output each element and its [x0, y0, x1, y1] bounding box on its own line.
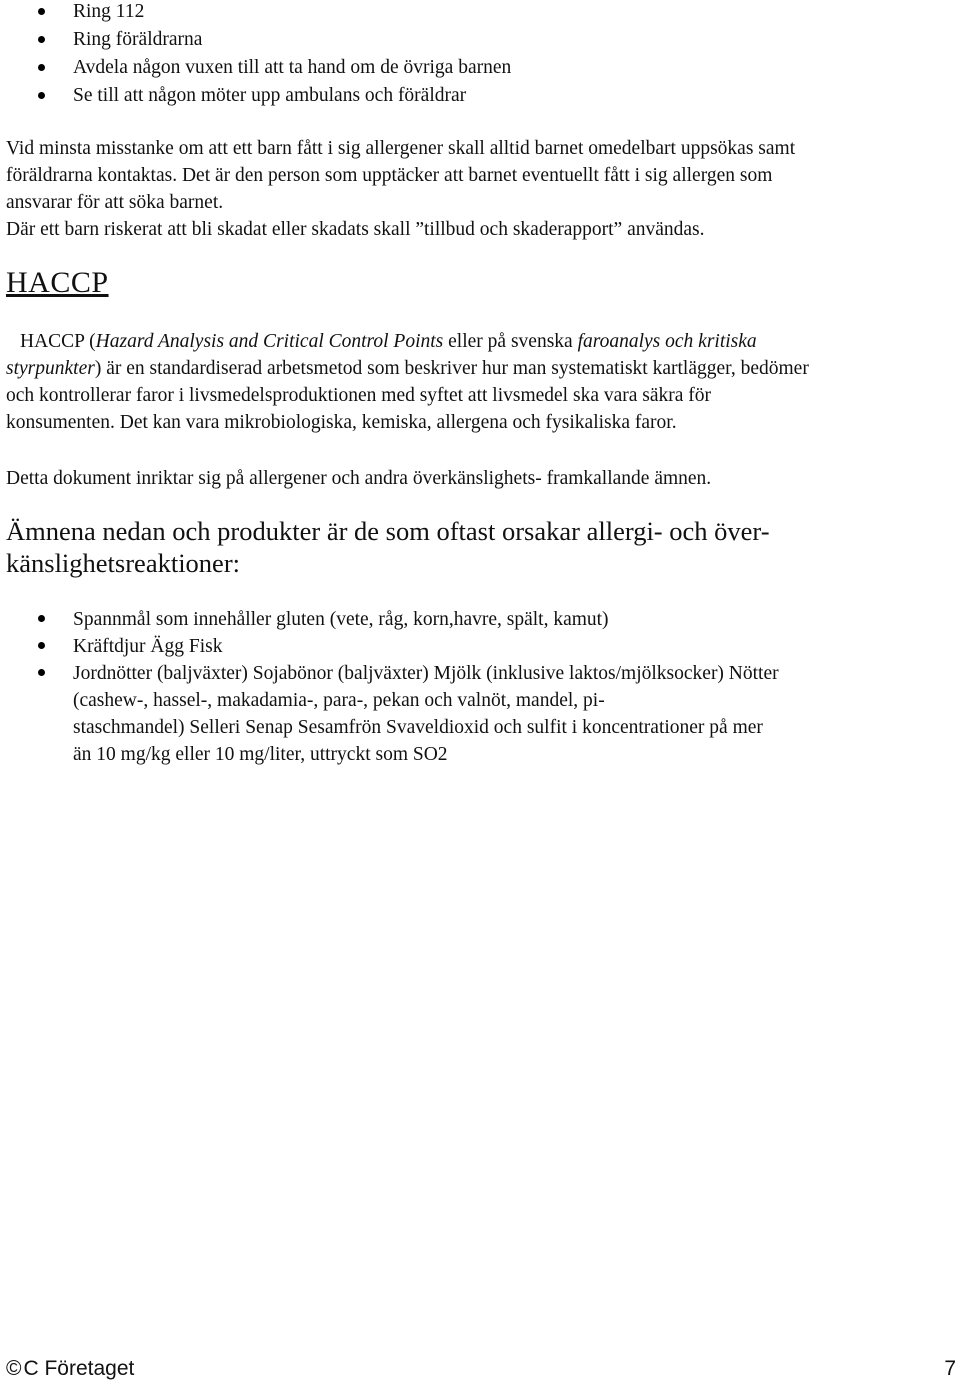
list-item: Jordnötter (baljväxter) Sojabönor (baljväxter) Mjölk (inklusive laktos/mjölksocker) Nötter (cashew-, hassel-, makadamia-, para-, pekan och valnöt, mandel, pi- staschmandel) Selleri Senap Sesamfrön Svaveldioxid och sulfit i koncentrationer på mer än 10 mg/kg eller 10 mg/liter, uttryckt som SO2	[0, 660, 960, 768]
list-item-text: Ring 112	[73, 1, 145, 22]
emergency-steps-list	[0, 0, 960, 110]
list-item-text: Ring föräldrarna	[73, 29, 203, 50]
document-scope-paragraph: Detta dokument inriktar sig på allergener och andra överkänslighets- framkallande ämnen.	[6, 468, 712, 489]
bullet-icon	[38, 8, 45, 15]
paragraph-line: styrpunkter) är en standardiserad arbetsmetod som beskriver hur man systematiskt kartlägger, bedömer	[6, 358, 809, 379]
haccp-heading: HACCP	[6, 266, 109, 299]
allergen-list	[0, 606, 960, 768]
paragraph-line: HACCP (Hazard Analysis and Critical Control Points eller på svenska faroanalys och kritiska	[20, 331, 757, 352]
list-item	[0, 0, 960, 26]
bullet-icon	[38, 669, 45, 676]
list-item-text: Avdela någon vuxen till att ta hand om de övriga barnen	[73, 57, 512, 78]
bullet-icon	[38, 64, 45, 71]
page-number: 7	[944, 1357, 956, 1380]
bullet-icon	[38, 92, 45, 99]
footer-company: ©C Företaget	[6, 1357, 135, 1380]
list-item: Kräftdjur Ägg Fisk	[0, 633, 960, 660]
haccp-paragraph	[6, 328, 954, 436]
allergen-action-paragraph	[6, 135, 954, 243]
list-item: Spannmål som innehåller gluten (vete, råg, korn,havre, spält, kamut)	[0, 606, 960, 633]
allergen-heading: Ämnena nedan och produkter är de som oftast orsakar allergi- och över- känslighetsreaktioner:	[6, 516, 770, 578]
paragraph-line: Där ett barn riskerat att bli skadat eller skadats skall ”tillbud och skaderapport” användas.	[6, 219, 705, 240]
bullet-icon	[38, 36, 45, 43]
paragraph-line: och kontrollerar faror i livsmedelsproduktionen med syftet att livsmedel ska vara säkra för	[6, 385, 712, 406]
list-item	[0, 26, 960, 54]
list-item	[0, 54, 960, 82]
bullet-icon	[38, 642, 45, 649]
list-item-text: Se till att någon möter upp ambulans och föräldrar	[73, 85, 467, 106]
bullet-icon	[38, 615, 45, 622]
paragraph-line: ansvarar för att söka barnet.	[6, 192, 224, 213]
list-item	[0, 82, 960, 110]
copyright-icon: ©	[6, 1357, 22, 1380]
page-footer	[0, 1357, 960, 1387]
paragraph-line: föräldrarna kontaktas. Det är den person som upptäcker att barnet eventuellt fått i sig allergen som	[6, 165, 773, 186]
paragraph-line: Vid minsta misstanke om att ett barn fått i sig allergener skall alltid barnet omedelbart uppsökas samt	[6, 138, 796, 159]
paragraph-line: konsumenten. Det kan vara mikrobiologiska, kemiska, allergena och fysikaliska faror.	[6, 412, 677, 433]
